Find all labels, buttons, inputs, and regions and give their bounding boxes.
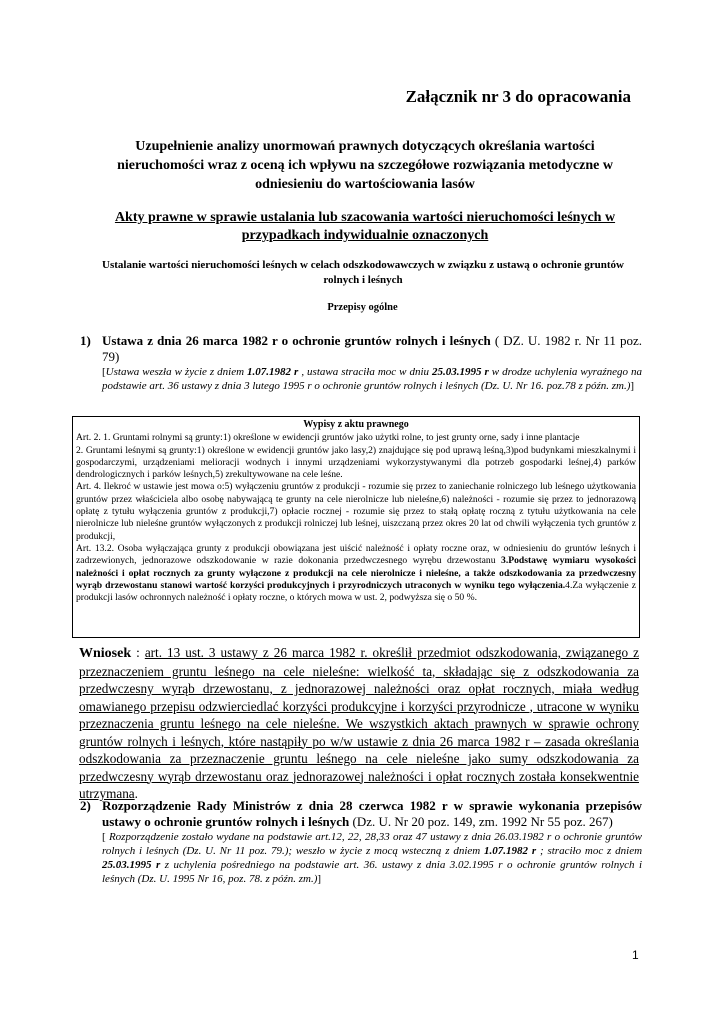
item-note: [102, 365, 642, 393]
legal-acts-title: Akty prawne w sprawie ustalania lub szacowania wartości nieruchomości leśnych w przypadkach indywidualnie oznaczonych: [114, 210, 616, 243]
determination-heading: Ustalanie wartości nieruchomości leśnych w celach odszkodowawczych w związku z ustawą o ochronie gruntów rolnych i leśnych: [102, 259, 624, 286]
extract-paragraph: Art. 4. Ilekroć w ustawie jest mowa o:5) wyłączeniu gruntów z produkcji - rozumie się przez to zaniechanie rolniczego lub leśnego użytkowania gruntów przez właściciela albo osobę nabywającą te grunty na cele nierolnicze lub nieleśne,6) należności - rozumie się przez to jednorazową opłatę z tytułu wyłączenia gruntów z produkcji,7) opłacie rocznej - rozumie się przez to stałą opłatę roczną z tytułu użytkowania na cele nierolnicze lub nieleśne gruntów wyłączonych z produkcji rolniczej lub leśnej, uiszczaną przez okres 20 lat od chwili wyłączenia tych gruntów z produkcji,: [76, 481, 636, 542]
note-date: 1.07.1982 r: [247, 366, 299, 378]
extract-bold-text: 3.Podstawę wymiaru wysokości należności i opłat rocznych za grunty wyłączone z produkcji na cele nierolnicze i nieleśne, a także odszkodowania za przedwczesny wyrąb drzewostanu stanowi wartość korzyści produkcyjnych i przyrodniczych utraconych w wyniku tego wyłączenia.: [76, 555, 636, 591]
document-main-title: Uzupełnienie analizy unormowań prawnych dotyczących określania wartości nieruchomości wraz z oceną ich wpływu na szczegółowe rozwiązania metodyczne w odniesieniu do wartościowania lasów: [117, 139, 613, 192]
item-note: [102, 830, 642, 886]
note-date: 1.07.1982 r: [484, 845, 537, 857]
extract-paragraph: [76, 543, 636, 604]
note-date: 25.03.1995 r: [432, 366, 489, 378]
note-text: , ustawa straciła moc w dniu: [298, 366, 432, 378]
note-text: w drodze uchylenia wyraźnego na podstawie art. 36 ustawy z dnia 3 lutego 1995 r o ochronie gruntów rolnych i leśnych (Dz. U. Nr 16. poz.78 z późn. zm.): [102, 366, 643, 392]
page-number: 1: [632, 948, 639, 962]
item-heading-bold: Rozporządzenie Rady Ministrów z dnia 28 czerwca 1982 r w sprawie wykonania przepisów ustawy o ochronie gruntów rolnych i leśnych: [102, 798, 642, 829]
item-heading: [102, 798, 642, 829]
conclusion-paragraph: [79, 644, 639, 803]
conclusion-end: .: [134, 786, 138, 801]
legal-extract-box: [72, 416, 640, 638]
extract-paragraph: 2. Gruntami leśnymi są grunty:1) określone w ewidencji gruntów jako lasy,2) znajdujące się pod uprawą leśną,3)pod budynkami mieszkalnymi i gospodarczymi, urządzeniami melioracji wodnych i innymi urządzeniami wykorzystywanymi dla potrzeb gospodarki leśnej,4) parków dendrologicznych i parków leśnych,5) zrekultywowane na cele leśne.: [76, 444, 636, 481]
extract-paragraph: Art. 2. 1. Gruntami rolnymi są grunty:1) określone w ewidencji gruntów jako użytki rolne, to jest grunty orne, sady i inne plantacje: [76, 432, 580, 444]
note-bracket-open: [: [102, 831, 109, 843]
note-text: z uchylenia pośredniego na podstawie art. 36. ustawy z dnia 3.02.1995 r o ochronie gruntów rolnych i leśnych (Dz. U. 1995 Nr 16, poz. 78. z późn. zm.): [102, 859, 643, 885]
conclusion-separator: :: [131, 645, 145, 660]
note-date: 25.03.1995 r: [102, 859, 161, 871]
item-heading-ref: ( DZ. U. 1982 r. Nr 11 poz. 79): [102, 333, 642, 364]
extract-text: Art. 13.2. Osoba wyłączająca grunty z produkcji obowiązana jest uiścić należność i opłaty roczne oraz, w odniesieniu do gruntów leśnych i zadrzewionych, jednorazowe odszkodowanie w razie dokonania przedwczesnego wyrębu drzewostanu: [76, 542, 636, 567]
item-heading-ref: (Dz. U. Nr 20 poz. 149, zm. 1992 Nr 55 poz. 267): [349, 813, 613, 829]
extract-heading: Wypisy z aktu prawnego: [303, 419, 409, 430]
attachment-title: Załącznik nr 3 do opracowania: [405, 87, 631, 106]
extract-text: 4.Za wyłączenie z produkcji lasów ochronnych należność i opłaty roczne, o których mowa w ust. 2, podwyższa się o 50 %.: [76, 579, 636, 604]
note-text: Rozporządzenie zostało wydane na podstawie art.12, 22, 28,33 oraz 47 ustawy z dnia 26.03.1982 r o ochronie gruntów rolnych i leśnych (Dz. U. Nr 11 poz. 79.); weszło w życie z mocą wsteczną z dniem: [102, 831, 642, 857]
legal-act-item-1: [80, 333, 642, 393]
legal-act-item-2: [80, 798, 642, 886]
note-text: ; straciło moc z dniem: [536, 845, 643, 857]
note-text: Ustawa weszła w życie z dniem: [105, 366, 248, 378]
note-bracket-close: ]: [630, 380, 635, 392]
note-bracket-close: ]: [317, 873, 322, 885]
item-heading-bold: Ustawa z dnia 26 marca 1982 r o ochronie gruntów rolnych i leśnych: [102, 333, 491, 348]
conclusion-text: art. 13 ust. 3 ustawy z 26 marca 1982 r. określił przedmiot odszkodowania, związanego z przeznaczeniem gruntu leśnego na cele nieleśne: wielkość ta, składając się z odszkodowania za przedwczesny wyrąb drzewostanu, z jednorazowej należności oraz opłat rocznych, miała według omawianego przepisu odzwierciedlać korzyści produkcyjne i korzyści przyrodnicze , utracone w wyniku przeznaczenia gruntu leśnego na cele nieleśne. We wszystkich aktach prawnych w sprawie ochrony gruntów rolnych i leśnych, które nastąpiły po w/w ustawie z dnia 26 marca 1982 r – zasada określania odszkodowania za przeznaczenie gruntu leśnego na cele nieleśne jako sumy odszkodowania za przedwczesny wyrąb drzewostanu oraz jednorazowej należności i opłat rocznych została konsekwentnie utrzymana: [79, 645, 639, 801]
general-provisions-heading: Przepisy ogólne: [327, 302, 398, 313]
item-heading: [102, 333, 642, 364]
item-number: 1): [80, 333, 91, 348]
note-bracket-open: [: [102, 366, 106, 378]
item-number: 2): [80, 798, 91, 813]
conclusion-label: Wniosek: [79, 646, 132, 661]
